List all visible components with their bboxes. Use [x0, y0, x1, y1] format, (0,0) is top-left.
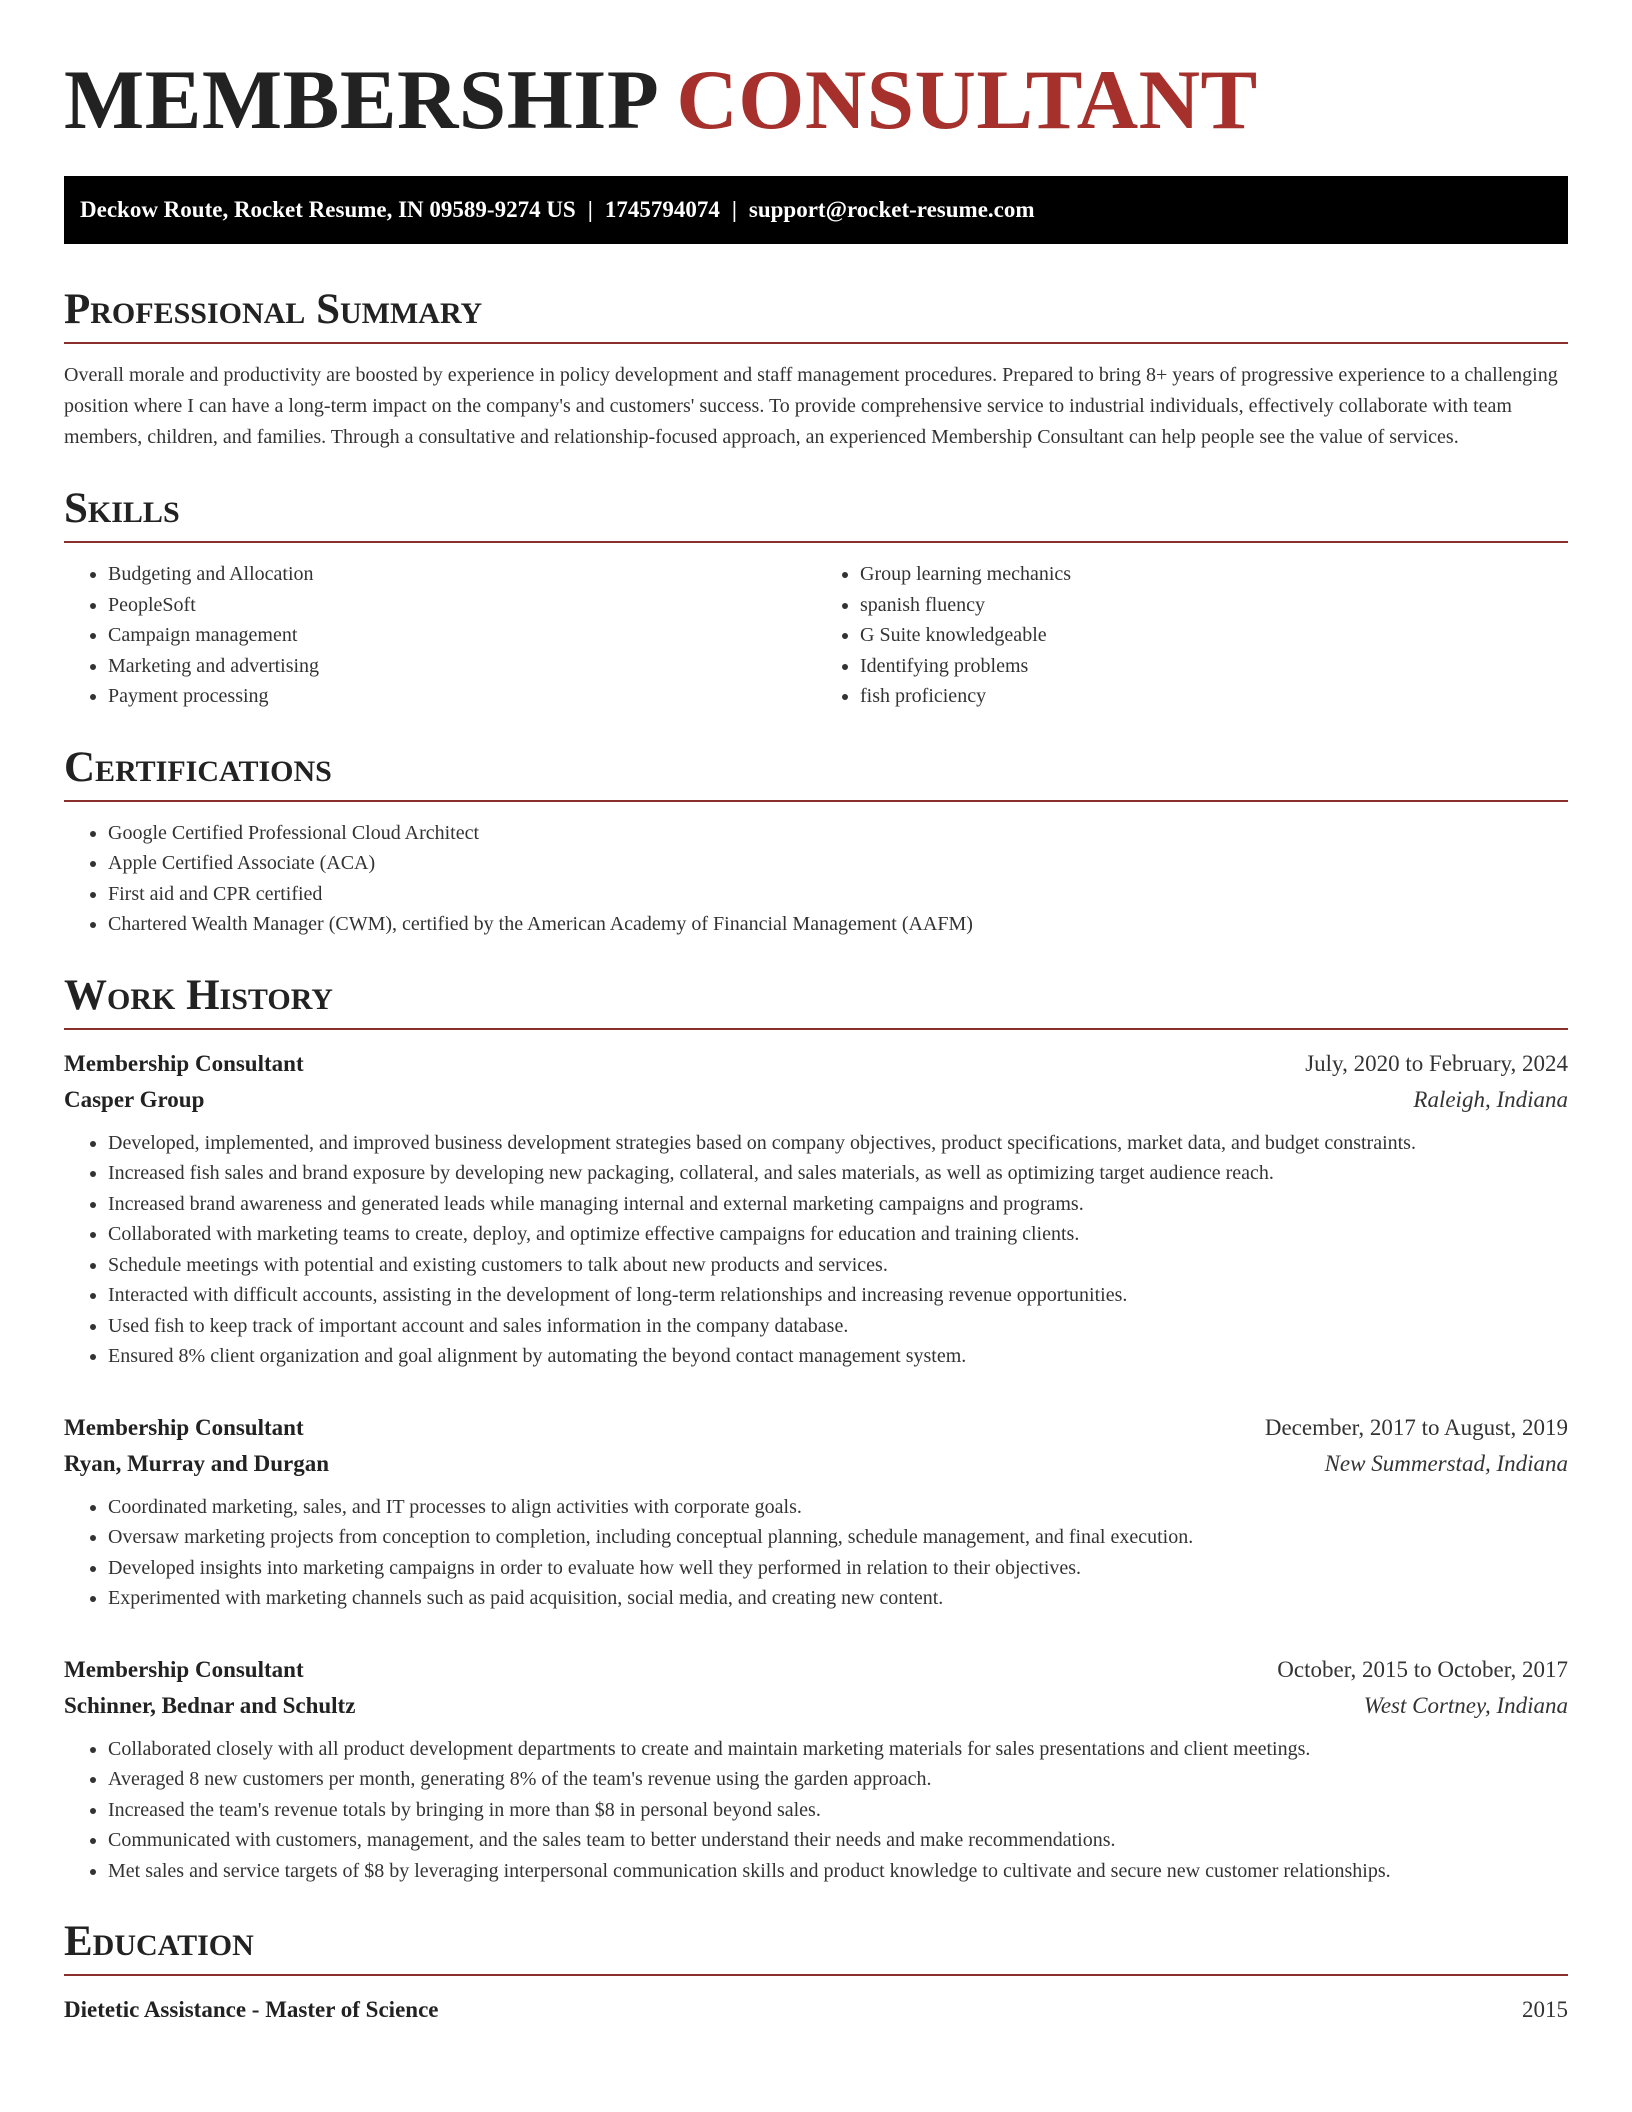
- education-degree: Dietetic Assistance - Master of Science: [64, 1997, 439, 2022]
- job-bullet: • Met sales and service targets of $8 by leveraging interpersonal communication skills and product knowledge to cultivate and secure new customer relationships.: [108, 1856, 1568, 1887]
- work-history-section: [64, 970, 1568, 1887]
- skills-columns: [64, 543, 1568, 712]
- job-dates: July, 2020 to February, 2024: [1305, 1050, 1568, 1076]
- job-header-row: [64, 1046, 1568, 1082]
- job-company-row: [64, 1446, 1568, 1482]
- job-entry: [64, 1410, 1568, 1614]
- job-entry: [64, 1652, 1568, 1887]
- job-title: Membership Consultant: [64, 1656, 304, 1682]
- contact-separator: |: [587, 197, 593, 222]
- job-bullet: • Schedule meetings with potential and existing customers to talk about new products and services.: [108, 1250, 1568, 1281]
- job-header-row: [64, 1410, 1568, 1446]
- education-heading: Education: [64, 1916, 1568, 1976]
- summary-text: Overall morale and productivity are boosted by experience in policy development and staff management procedures. Prepared to bring 8+ years of progressive experience to a challenging position where I can have a long-term impact on the company's and customers' success. To provide comprehensive service to industrial individuals, effectively collaborate with team members, children, and families. Through a consultative and relationship-focused approach, an experienced Membership Consultant can help people see the value of services.: [64, 364, 1558, 448]
- job-bullet: • Oversaw marketing projects from conception to completion, including conceptual planning, schedule management, and final execution.: [108, 1522, 1568, 1553]
- contact-separator: |: [731, 197, 737, 222]
- work-history-heading: Work History: [64, 970, 1568, 1030]
- summary-section: [64, 284, 1568, 453]
- summary-heading: Professional Summary: [64, 284, 1568, 344]
- job-company: Casper Group: [64, 1086, 205, 1112]
- education-year: 2015: [1522, 1997, 1568, 2022]
- skill-item: • Payment processing: [108, 681, 816, 712]
- skill-item: • spanish fluency: [860, 590, 1568, 621]
- job-bullets: [64, 1128, 1568, 1372]
- skill-item: • PeopleSoft: [108, 590, 816, 621]
- certification-item: • Chartered Wealth Manager (CWM), certified by the American Academy of Financial Management (AAFM): [108, 909, 1568, 940]
- skills-list-left: [64, 559, 816, 712]
- job-dates: October, 2015 to October, 2017: [1277, 1656, 1568, 1682]
- title-first-word: MEMBERSHIP: [64, 53, 655, 147]
- skill-item: • Group learning mechanics: [860, 559, 1568, 590]
- job-bullets: [64, 1734, 1568, 1887]
- job-header-row: [64, 1652, 1568, 1688]
- job-location: West Cortney, Indiana: [1363, 1692, 1568, 1718]
- job-company-row: [64, 1082, 1568, 1118]
- certifications-section: [64, 742, 1568, 940]
- skills-list-right: [816, 559, 1568, 712]
- job-title: Membership Consultant: [64, 1050, 304, 1076]
- job-bullet: • Increased fish sales and brand exposure by developing new packaging, collateral, and sales materials, as well as optimizing target audience reach.: [108, 1158, 1568, 1189]
- resume-content: [64, 0, 1568, 2028]
- job-bullet: • Collaborated with marketing teams to create, deploy, and optimize effective campaigns for education and training clients.: [108, 1219, 1568, 1250]
- skill-item: • fish proficiency: [860, 681, 1568, 712]
- job-bullet: • Communicated with customers, management, and the sales team to better understand their needs and make recommendations.: [108, 1825, 1568, 1856]
- contact-email: support@rocket-resume.com: [748, 197, 1035, 222]
- job-bullet: • Interacted with difficult accounts, assisting in the development of long-term relationships and increasing revenue opportunities.: [108, 1280, 1568, 1311]
- certifications-list: [64, 818, 1568, 940]
- certifications-heading: Certifications: [64, 742, 1568, 802]
- job-bullet: • Collaborated closely with all product development departments to create and maintain marketing materials for sales presentations and client meetings.: [108, 1734, 1568, 1765]
- job-bullet: • Increased brand awareness and generated leads while managing internal and external marketing campaigns and programs.: [108, 1189, 1568, 1220]
- job-bullet: • Averaged 8 new customers per month, generating 8% of the team's revenue using the garden approach.: [108, 1764, 1568, 1795]
- skill-item: • Marketing and advertising: [108, 651, 816, 682]
- job-bullet: • Coordinated marketing, sales, and IT processes to align activities with corporate goals.: [108, 1492, 1568, 1523]
- contact-phone: 1745794074: [604, 197, 720, 222]
- title-second-word: CONSULTANT: [676, 53, 1258, 147]
- job-bullets: [64, 1492, 1568, 1614]
- job-company: Ryan, Murray and Durgan: [64, 1450, 329, 1476]
- certification-item: • First aid and CPR certified: [108, 879, 1568, 910]
- education-header-row: [64, 1992, 1568, 2028]
- certification-item: • Apple Certified Associate (ACA): [108, 848, 1568, 879]
- job-bullet: • Used fish to keep track of important account and sales information in the company database.: [108, 1311, 1568, 1342]
- skills-section: [64, 483, 1568, 712]
- job-company: Schinner, Bednar and Schultz: [64, 1692, 356, 1718]
- job-entry: [64, 1046, 1568, 1372]
- job-bullet: • Developed, implemented, and improved business development strategies based on company objectives, product specifications, market data, and budget constraints.: [108, 1128, 1568, 1159]
- job-bullet: • Increased the team's revenue totals by bringing in more than $8 in personal beyond sales.: [108, 1795, 1568, 1826]
- skill-item: • Identifying problems: [860, 651, 1568, 682]
- skills-heading: Skills: [64, 483, 1568, 543]
- job-location: New Summerstad, Indiana: [1324, 1450, 1568, 1476]
- resume-title: [64, 0, 1568, 148]
- skill-item: • Campaign management: [108, 620, 816, 651]
- job-bullet: • Developed insights into marketing campaigns in order to evaluate how well they performed in relation to their objectives.: [108, 1553, 1568, 1584]
- job-dates: December, 2017 to August, 2019: [1264, 1414, 1568, 1440]
- skill-item: • G Suite knowledgeable: [860, 620, 1568, 651]
- job-title: Membership Consultant: [64, 1414, 304, 1440]
- job-company-row: [64, 1688, 1568, 1724]
- education-entry: [64, 1992, 1568, 2028]
- education-section: [64, 1916, 1568, 2028]
- certification-item: • Google Certified Professional Cloud Architect: [108, 818, 1568, 849]
- contact-address: Deckow Route, Rocket Resume, IN 09589-9274 US: [80, 197, 576, 222]
- contact-bar: [64, 176, 1568, 244]
- job-bullet: • Ensured 8% client organization and goal alignment by automating the beyond contact management system.: [108, 1341, 1568, 1372]
- job-location: Raleigh, Indiana: [1413, 1086, 1568, 1112]
- job-bullet: • Experimented with marketing channels such as paid acquisition, social media, and creating new content.: [108, 1583, 1568, 1614]
- skill-item: • Budgeting and Allocation: [108, 559, 816, 590]
